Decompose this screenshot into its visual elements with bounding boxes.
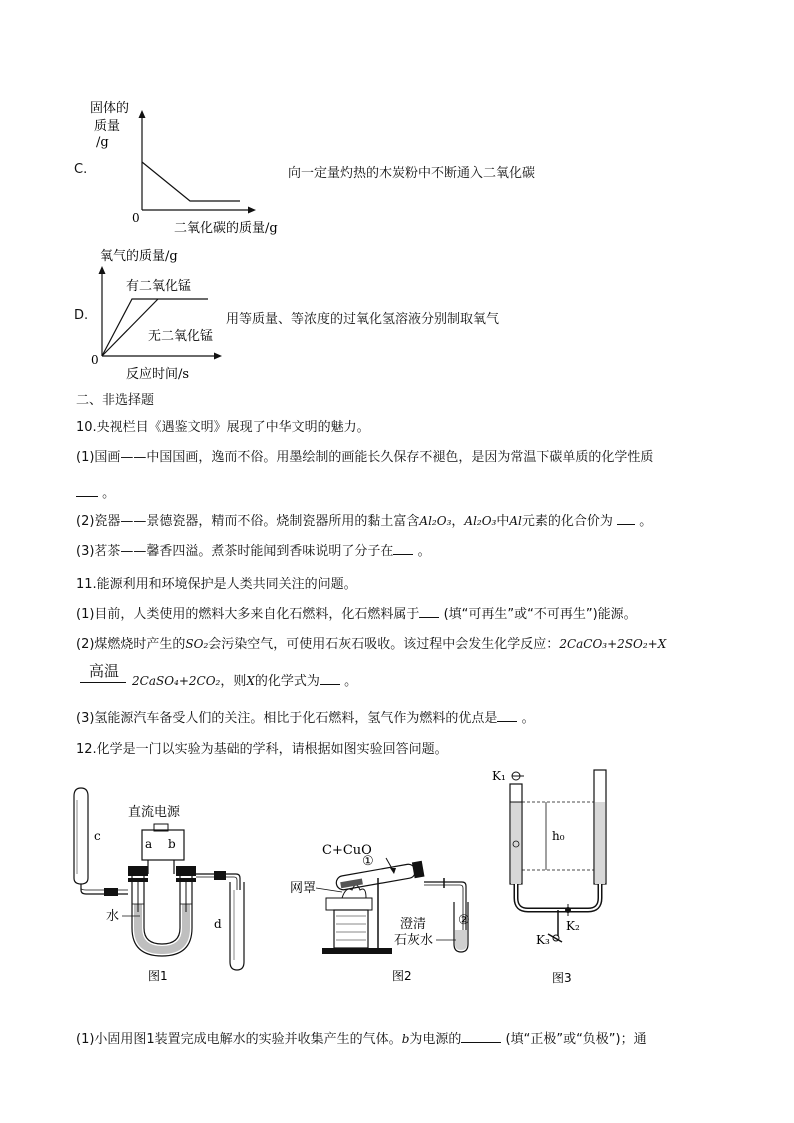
electrode-a: a (145, 837, 153, 851)
q10-part1-text: (1)国画——中国国画，逸而不俗。用墨绘制的画能长久保存不褪色，是因为常温下碳单质的化学性质 (76, 450, 654, 465)
q11-part2-formula-so2: SO₂ (185, 637, 209, 651)
q11-condition-bar (80, 682, 126, 683)
q10-part3 (76, 540, 431, 559)
option-c-letter: C. (74, 162, 88, 177)
q12-part1-text-a: (1)小固用图1装置完成电解水的实验并收集产生的气体。 (76, 1032, 402, 1047)
q10-part2-blank[interactable] (617, 512, 635, 525)
q10-part2-text-c: 中 (496, 514, 510, 529)
q10-part2-text-a: (2)瓷器——景德瓷器，精而不俗。烧制瓷器所用的黏土富含 (76, 514, 420, 529)
option-c-graph (90, 98, 300, 238)
q11-stem: 11.能源利用和环境保护是人类共同关注的问题。 (76, 577, 357, 592)
valve-k1-label: K₁ (492, 769, 506, 783)
q11-part2-text-a: (2)煤燃烧时产生的 (76, 637, 186, 652)
electrode-b: b (168, 837, 176, 851)
option-d-series-lower: 无二氧化锰 (148, 329, 214, 344)
option-c-origin: 0 (132, 211, 140, 225)
gauze-label: 网罩 (290, 881, 317, 896)
figure-2-carbon-reduction (286, 838, 476, 988)
q11-part3-blank[interactable] (497, 709, 517, 722)
option-d-origin: 0 (91, 353, 99, 367)
height-h0-label: h₀ (552, 829, 565, 843)
q10-part2-text-b: ， (451, 514, 465, 529)
tube-d (230, 882, 244, 970)
figure-1-caption: 图1 (148, 969, 168, 983)
q11-part1 (76, 603, 637, 622)
q11-part1-text-b: (填“可再生”或“不可再生”)能源。 (443, 607, 637, 622)
q10-part1-end: 。 (102, 486, 116, 501)
q10-part3-end: 。 (417, 544, 431, 559)
q10-part2-end: 。 (639, 514, 653, 529)
q10-part2-formula-3: Al (509, 514, 522, 528)
q11-part1-text-a: (1)目前，人类使用的燃料大多来自化石燃料，化石燃料属于 (76, 607, 420, 622)
q10-part1-blank[interactable] (76, 484, 98, 497)
option-c-ylabel-2: 质量 (94, 119, 121, 134)
marker-2: ② (458, 913, 470, 928)
valve-k2-label: K₂ (566, 919, 580, 933)
tube-c (74, 788, 88, 884)
q11-equation-left: 2CaCO₃+2SO₂+X (559, 637, 667, 651)
q10-part2-formula-1: Al₂O₃ (419, 514, 452, 528)
q11-part3-end: 。 (521, 711, 535, 726)
figure-3-caption: 图3 (552, 971, 572, 985)
q10-part3-blank[interactable] (393, 542, 413, 555)
q10-part2-text-d: 元素的化合价为 (521, 514, 613, 529)
q12-part1-text-c: (填“正极”或“负极”)；通 (505, 1032, 647, 1047)
option-c-xlabel: 二氧化碳的质量/g (174, 221, 278, 236)
label-c: c (94, 829, 101, 843)
q12-part1 (76, 1028, 647, 1047)
option-c-ylabel-1: 固体的 (90, 101, 130, 116)
q11-part1-blank[interactable] (419, 605, 439, 618)
water-label: 水 (106, 909, 120, 924)
q10-part1-cont (76, 482, 115, 501)
option-d-ylabel: 氧气的质量/g (100, 249, 178, 264)
q12-part1-blank[interactable] (461, 1030, 501, 1043)
valve-k3-label: K₃ (536, 933, 550, 947)
figure-3-tubes (490, 766, 620, 988)
option-d-line-without-catalyst (102, 299, 158, 356)
q10-part2-formula-2: Al₂O₃ (464, 514, 497, 528)
q11-part2-end: 。 (344, 674, 358, 689)
q12-part1-text-b: 为电源的 (409, 1032, 462, 1047)
section-title: 二、非选择题 (76, 393, 155, 408)
option-d-xlabel: 反应时间/s (126, 367, 190, 382)
option-d-letter: D. (74, 308, 89, 323)
q10-part1 (76, 446, 653, 465)
q11-part2-text-c: ，则 (220, 674, 247, 689)
option-c-ylabel-3: /g (96, 135, 109, 150)
label-d: d (214, 917, 222, 931)
q11-part2-blank[interactable] (320, 672, 340, 685)
option-c-curve (142, 162, 240, 201)
q10-part3-text: (3)茗茶——馨香四溢。煮茶时能闻到香味说明了分子在 (76, 544, 394, 559)
q10-stem: 10.央视栏目《遇鉴文明》展现了中华文明的魅力。 (76, 420, 370, 435)
figure-2-caption: 图2 (392, 969, 412, 983)
q11-part2-formula-x: X (246, 674, 255, 688)
q11-condition-text: 高温 (88, 662, 119, 680)
q11-part3 (76, 707, 535, 726)
power-supply-label: 直流电源 (128, 805, 181, 820)
marker-1: ① (362, 854, 374, 869)
q12-stem: 12.化学是一门以实验为基础的学科，请根据如图实验回答问题。 (76, 742, 448, 757)
q11-part3-text: (3)氢能源汽车备受人们的关注。相比于化石燃料，氢气作为燃料的优点是 (76, 711, 498, 726)
q11-part2 (76, 633, 666, 652)
q11-part2-text-d: 的化学式为 (254, 674, 320, 689)
limewater-label-1: 澄清 (400, 917, 427, 932)
option-d-line-with-catalyst (102, 299, 208, 356)
alcohol-lamp (334, 910, 368, 948)
reactants-label: C+CuO (322, 843, 372, 858)
q10-part2 (76, 510, 652, 529)
q11-part2-text-b: 会污染空气，可使用石灰石吸收。该过程中会发生化学反应： (208, 637, 560, 652)
q11-equation-right: 2CaSO₄+2CO₂ (132, 674, 221, 688)
q11-reaction-condition (76, 660, 128, 683)
figure-1-electrolysis (62, 778, 252, 988)
option-d-series-upper: 有二氧化锰 (126, 279, 192, 294)
option-c-description: 向一定量灼热的木炭粉中不断通入二氧化碳 (288, 166, 536, 181)
q11-part2-cont (132, 670, 357, 689)
q12-part1-variable-b: b (401, 1032, 410, 1046)
limewater-label-2: 石灰水 (394, 933, 434, 948)
option-d-description: 用等质量、等浓度的过氧化氢溶液分别制取氧气 (226, 312, 500, 327)
